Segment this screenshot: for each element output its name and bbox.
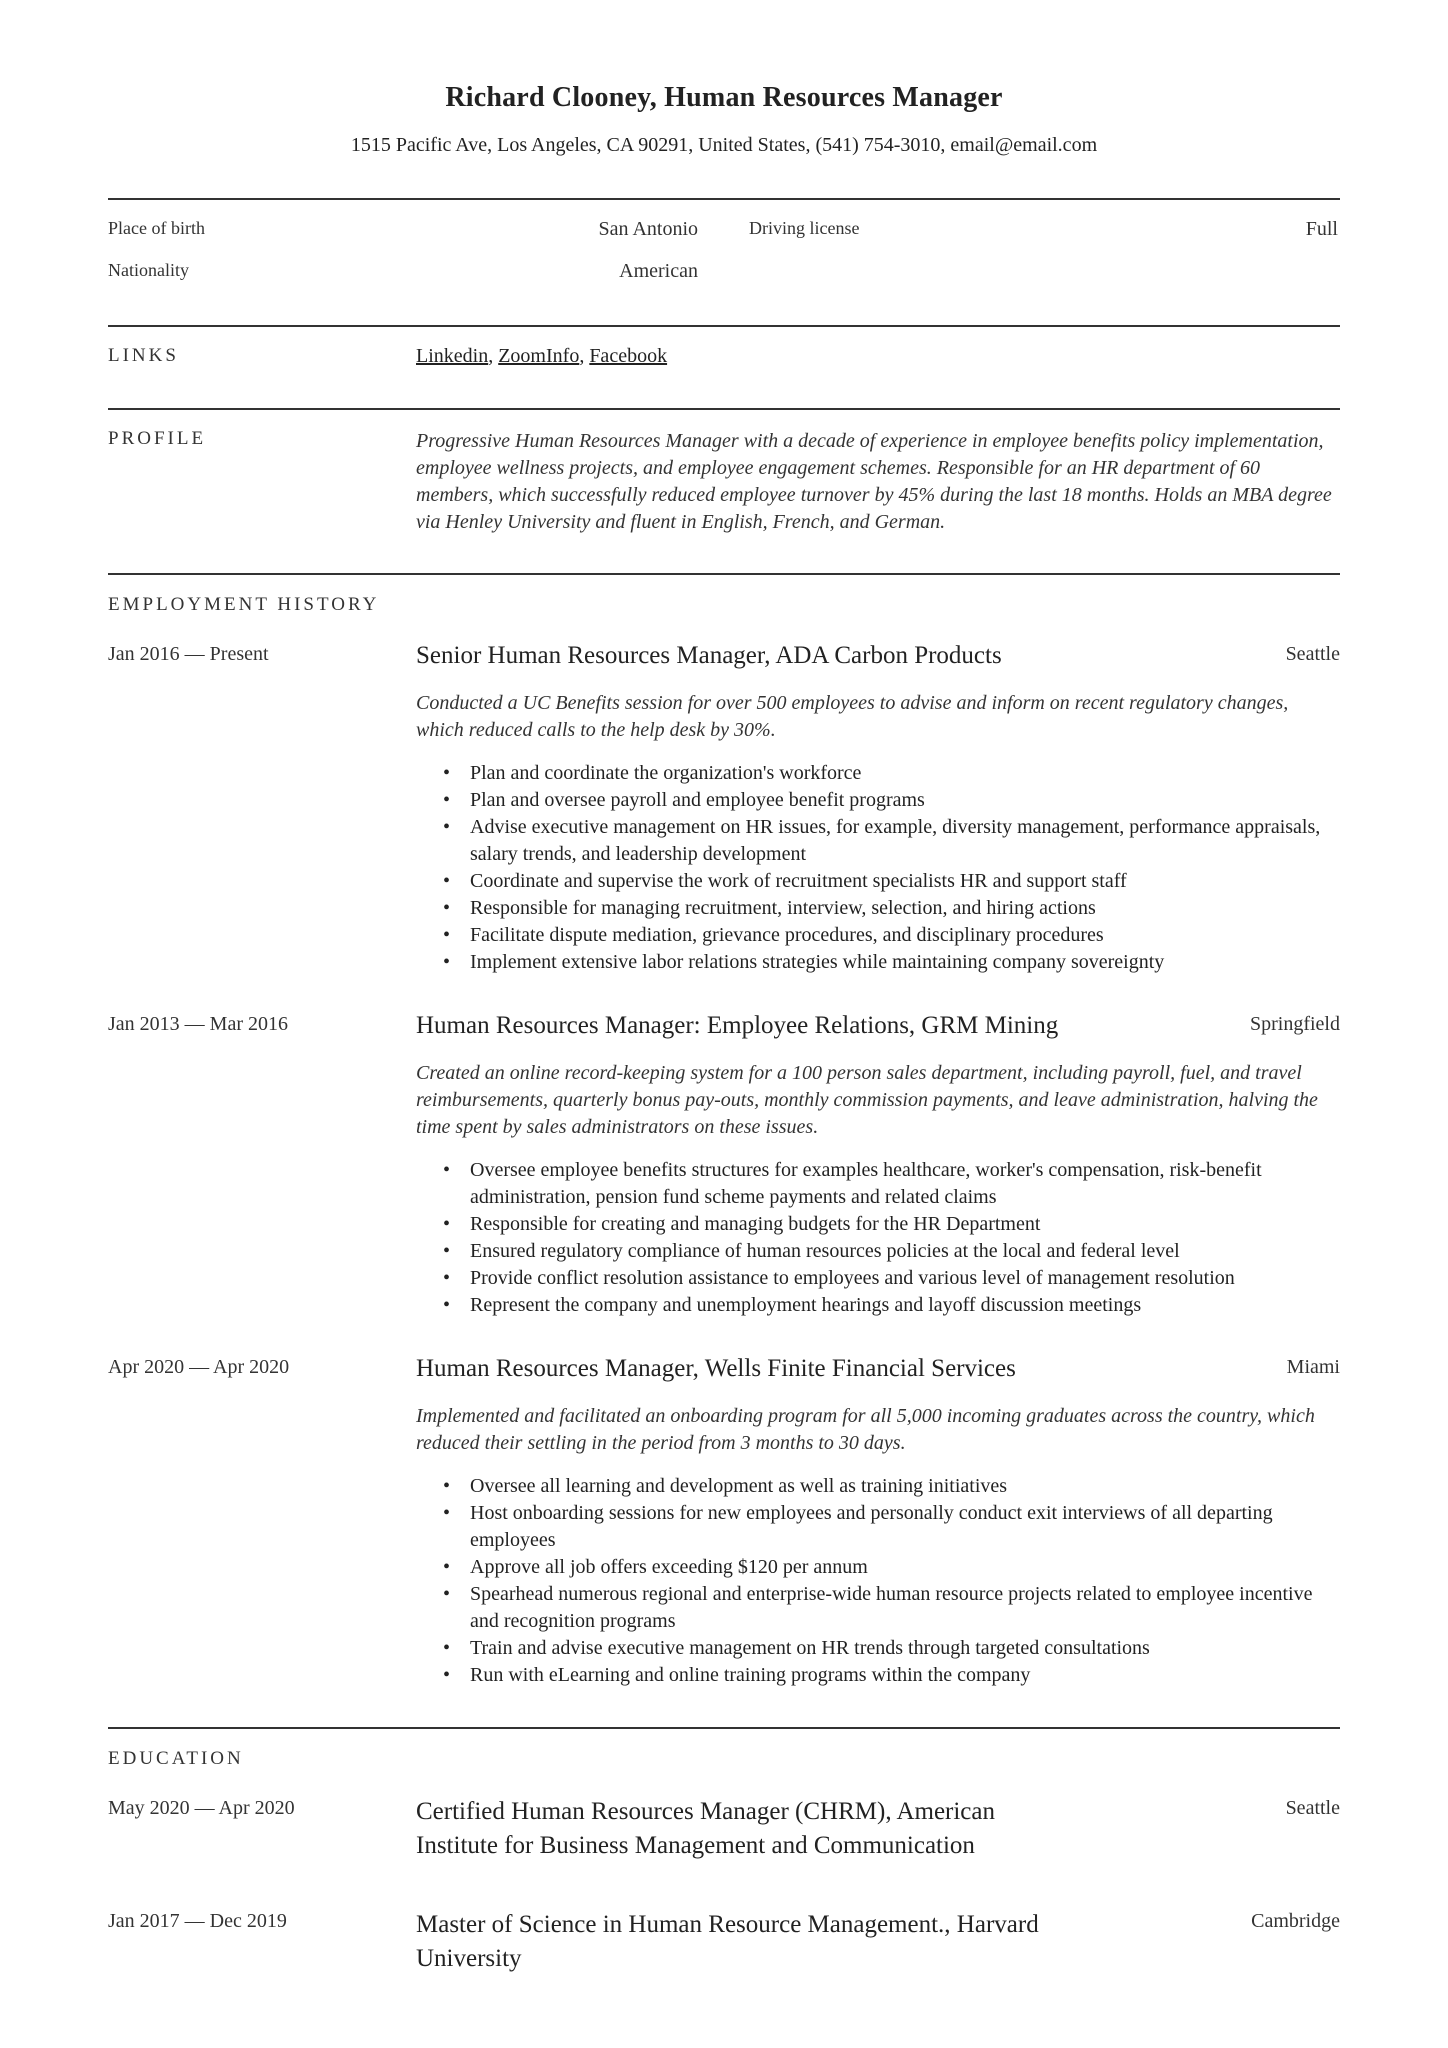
job-city: Seattle bbox=[1285, 643, 1340, 665]
job-summary: Conducted a UC Benefits session for over 500 employees to advise and inform on recent regulatory changes, which reduced calls to the help desk by 30%. bbox=[416, 692, 1289, 741]
employment-section-title: EMPLOYMENT HISTORY bbox=[108, 594, 380, 615]
list-item: • Responsible for managing recruitment, interview, selection, and hiring actions bbox=[470, 895, 1340, 922]
profile-section-title: PROFILE bbox=[108, 428, 207, 449]
education-title: Certified Human Resources Manager (CHRM), American Institute for Business Management and Communication bbox=[416, 1798, 996, 1859]
education-city: Cambridge bbox=[1251, 1910, 1340, 1932]
education-dates: May 2020 — Apr 2020 bbox=[108, 1797, 295, 1819]
links-section-title: LINKS bbox=[108, 345, 179, 366]
job-summary: Created an online record-keeping system for a 100 person sales department, including payroll, fuel, and travel reimbursements, quarterly bonus pay-outs, monthly commission payments, and leave administration, halving the time spent by sales administrators on these issues. bbox=[416, 1062, 1318, 1138]
education-dates: Jan 2017 — Dec 2019 bbox=[108, 1910, 287, 1932]
job-city: Springfield bbox=[1250, 1013, 1340, 1035]
contact-info: 1515 Pacific Ave, Los Angeles, CA 90291, United States, (541) 754-3010, email@email.com bbox=[350, 134, 1098, 156]
driving-license-value: Full bbox=[1305, 218, 1338, 240]
job-bullet-list bbox=[416, 760, 1340, 976]
job-title: Human Resources Manager: Employee Relations, GRM Mining bbox=[416, 1012, 1059, 1039]
zoominfo-link[interactable]: ZoomInfo bbox=[498, 345, 580, 367]
list-item: • Facilitate dispute mediation, grievance procedures, and disciplinary procedures bbox=[470, 922, 1340, 949]
nationality-value: American bbox=[619, 260, 698, 282]
link-separator: , bbox=[488, 345, 499, 367]
list-item: • Advise executive management on HR issues, for example, diversity management, performance appraisals, salary trends, and leadership development bbox=[470, 814, 1340, 868]
job-dates: Jan 2016 — Present bbox=[108, 643, 269, 665]
list-item: • Plan and oversee payroll and employee benefit programs bbox=[470, 787, 1340, 814]
job-title: Senior Human Resources Manager, ADA Carbon Products bbox=[416, 642, 1002, 669]
job-city: Miami bbox=[1286, 1356, 1340, 1378]
divider bbox=[108, 573, 1340, 575]
list-item: • Represent the company and unemployment hearings and layoff discussion meetings bbox=[470, 1292, 1340, 1319]
link-separator: , bbox=[579, 345, 590, 367]
list-item: • Spearhead numerous regional and enterprise-wide human resource projects related to employee incentive and recognition programs bbox=[470, 1581, 1340, 1635]
candidate-name: Richard Clooney, Human Resources Manager bbox=[445, 82, 1003, 113]
place-of-birth-value: San Antonio bbox=[598, 218, 698, 240]
list-item: • Host onboarding sessions for new employees and personally conduct exit interviews of all departing employees bbox=[470, 1500, 1340, 1554]
job-dates: Apr 2020 — Apr 2020 bbox=[108, 1356, 290, 1378]
education-section-title: EDUCATION bbox=[108, 1748, 244, 1769]
list-item: • Oversee all learning and development as well as training initiatives bbox=[470, 1473, 1340, 1500]
divider bbox=[108, 325, 1340, 327]
nationality-label: Nationality bbox=[108, 260, 189, 280]
divider bbox=[108, 408, 1340, 410]
divider bbox=[108, 1727, 1340, 1729]
list-item: • Oversee employee benefits structures for examples healthcare, worker's compensation, risk-benefit administration, pension fund scheme payments and related claims bbox=[470, 1157, 1340, 1211]
divider bbox=[108, 198, 1340, 200]
list-item: • Run with eLearning and online training programs within the company bbox=[470, 1662, 1340, 1689]
list-item: • Approve all job offers exceeding $120 per annum bbox=[470, 1554, 1340, 1581]
job-bullet-list bbox=[416, 1473, 1340, 1689]
list-item: • Implement extensive labor relations strategies while maintaining company sovereignty bbox=[470, 949, 1340, 976]
facebook-link[interactable]: Facebook bbox=[589, 345, 668, 367]
education-title: Master of Science in Human Resource Management., Harvard University bbox=[416, 1911, 1039, 1972]
profile-summary: Progressive Human Resources Manager with a decade of experience in employee benefits policy implementation, employee wellness projects, and employee engagement schemes. Responsible for an HR department of 60 members, which successfully reduced employee turnover by 45% during the last 18 months. Holds an MBA degree via Henley University and fluent in English, French, and German. bbox=[416, 430, 1332, 533]
list-item: • Train and advise executive management on HR trends through targeted consultations bbox=[470, 1635, 1340, 1662]
links-list bbox=[416, 345, 667, 368]
job-bullet-list bbox=[416, 1157, 1340, 1319]
list-item: • Ensured regulatory compliance of human resources policies at the local and federal level bbox=[470, 1238, 1340, 1265]
list-item: • Responsible for creating and managing budgets for the HR Department bbox=[470, 1211, 1340, 1238]
job-title: Human Resources Manager, Wells Finite Financial Services bbox=[416, 1355, 1016, 1382]
list-item: • Coordinate and supervise the work of recruitment specialists HR and support staff bbox=[470, 868, 1340, 895]
education-city: Seattle bbox=[1285, 1797, 1340, 1819]
driving-license-label: Driving license bbox=[749, 218, 860, 238]
list-item: • Plan and coordinate the organization's workforce bbox=[470, 760, 1340, 787]
job-summary: Implemented and facilitated an onboarding program for all 5,000 incoming graduates across the country, which reduced their settling in the period from 3 months to 30 days. bbox=[416, 1405, 1315, 1454]
list-item: • Provide conflict resolution assistance to employees and various level of management resolution bbox=[470, 1265, 1340, 1292]
resume-header bbox=[0, 0, 1448, 157]
place-of-birth-label: Place of birth bbox=[108, 218, 205, 238]
linkedin-link[interactable]: Linkedin bbox=[416, 345, 489, 367]
job-dates: Jan 2013 — Mar 2016 bbox=[108, 1013, 288, 1035]
